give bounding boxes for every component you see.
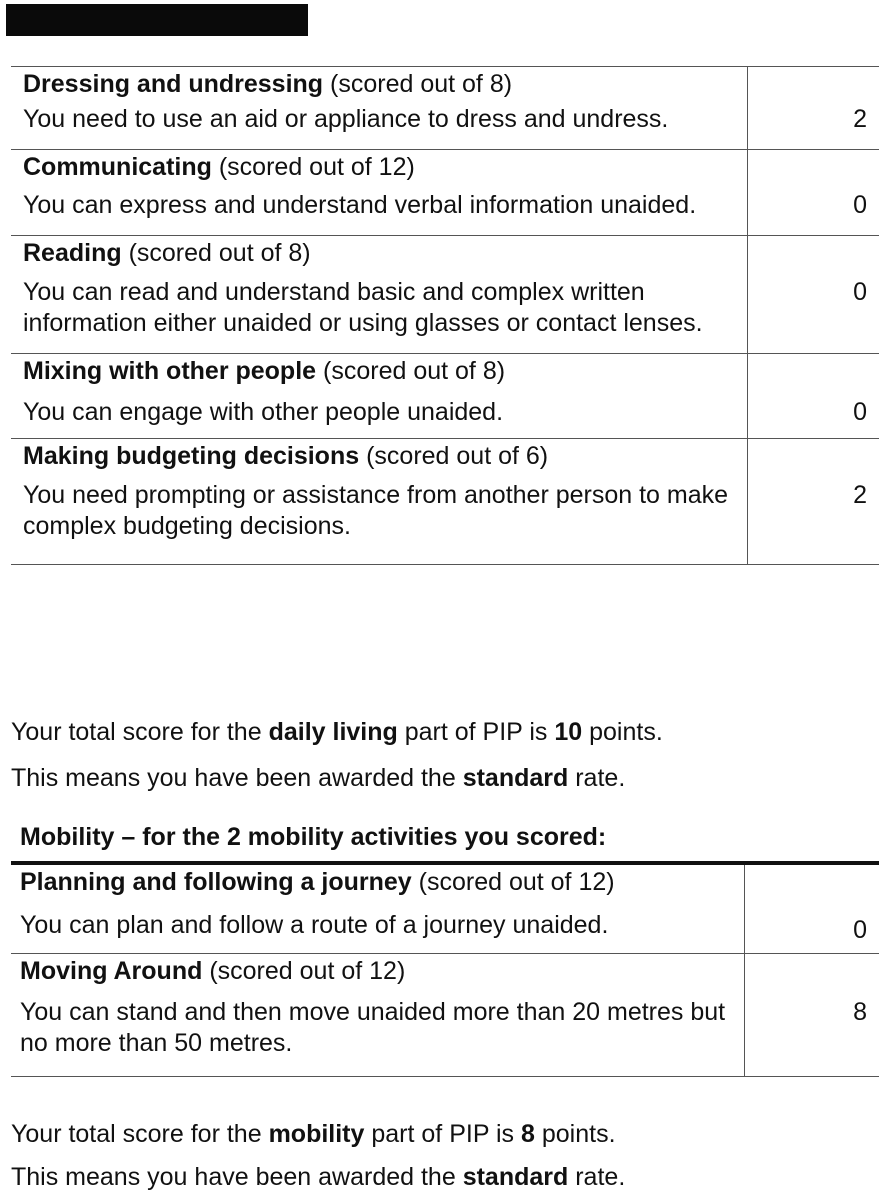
- activity-row: [11, 954, 879, 1077]
- activity-score-cell: [745, 865, 879, 954]
- daily-living-rate: [11, 763, 625, 793]
- activity-points: 0: [853, 191, 867, 219]
- activity-description: You can stand and then move unaided more than 20 metres but no more than 50 metres.: [20, 998, 726, 1057]
- activity-cell: [11, 354, 748, 439]
- activity-name: Moving Around: [20, 957, 203, 985]
- mobility-table: [11, 865, 879, 1077]
- activity-cell: [11, 67, 748, 150]
- activity-score-cell: [748, 439, 879, 565]
- activity-points: 2: [853, 105, 867, 133]
- activity-row: [11, 67, 879, 150]
- daily-living-total: [11, 717, 663, 747]
- rate-value: standard: [462, 764, 569, 792]
- activity-name: Planning and following a journey: [20, 868, 412, 896]
- activity-description: You can plan and follow a route of a journey unaided.: [20, 911, 609, 939]
- activity-points: 0: [853, 398, 867, 426]
- activity-max-score: (scored out of 8): [128, 239, 311, 267]
- activity-title: [23, 354, 747, 386]
- activity-name: Mixing with other people: [23, 357, 317, 385]
- activity-title: [23, 67, 747, 99]
- activity-title: [20, 865, 744, 897]
- activity-points: 2: [853, 481, 867, 509]
- activity-title: [23, 150, 747, 182]
- activity-score-cell: [748, 354, 879, 439]
- activity-cell: [11, 865, 745, 954]
- rate-suffix: rate.: [575, 1163, 626, 1191]
- activity-max-score: (scored out of 6): [366, 442, 549, 470]
- mobility-rate: [11, 1162, 625, 1192]
- total-suffix: points.: [589, 718, 663, 746]
- activity-name: Making budgeting decisions: [23, 442, 360, 470]
- activity-name: Communicating: [23, 153, 212, 181]
- total-prefix: Your total score for the: [11, 718, 262, 746]
- activity-score-cell: [748, 150, 879, 236]
- activity-cell: [11, 439, 748, 565]
- mobility-total: [11, 1119, 616, 1149]
- activity-max-score: (scored out of 8): [330, 70, 513, 98]
- activity-title: [20, 954, 744, 986]
- activity-points: 0: [853, 278, 867, 306]
- activity-max-score: (scored out of 12): [218, 153, 415, 181]
- activity-row: [11, 439, 879, 565]
- activity-row: [11, 236, 879, 354]
- activity-max-score: (scored out of 8): [323, 357, 506, 385]
- mobility-heading: Mobility – for the 2 mobility activities you scored:: [20, 823, 607, 851]
- daily-living-table: [11, 66, 879, 565]
- activity-score-cell: [748, 236, 879, 354]
- activity-cell: [11, 150, 748, 236]
- activity-row: [11, 865, 879, 954]
- activity-row: [11, 354, 879, 439]
- activity-cell: [11, 954, 745, 1077]
- rate-prefix: This means you have been awarded the: [11, 1163, 456, 1191]
- rate-suffix: rate.: [575, 764, 626, 792]
- activity-score-cell: [745, 954, 879, 1077]
- total-score: 8: [521, 1120, 535, 1148]
- activity-title: [23, 439, 747, 471]
- activity-row: [11, 150, 879, 236]
- total-suffix: points.: [541, 1120, 616, 1148]
- activity-points: 0: [853, 916, 867, 944]
- activity-description: You need to use an aid or appliance to dress and undress.: [23, 105, 669, 133]
- total-middle: part of PIP is: [404, 718, 548, 746]
- total-part: mobility: [268, 1120, 365, 1148]
- total-part: daily living: [268, 718, 398, 746]
- total-prefix: Your total score for the: [11, 1120, 262, 1148]
- activity-points: 8: [853, 998, 867, 1026]
- activity-name: Reading: [23, 239, 122, 267]
- activity-description: You can read and understand basic and complex written information either unaided or using glasses or contact lenses.: [23, 278, 703, 337]
- redaction-bar: [6, 4, 308, 36]
- rate-value: standard: [462, 1163, 569, 1191]
- activity-max-score: (scored out of 12): [418, 868, 615, 896]
- activity-description: You can engage with other people unaided.: [23, 398, 504, 426]
- total-score: 10: [554, 718, 583, 746]
- activity-cell: [11, 236, 748, 354]
- activity-score-cell: [748, 67, 879, 150]
- rate-prefix: This means you have been awarded the: [11, 764, 456, 792]
- activity-max-score: (scored out of 12): [209, 957, 406, 985]
- activity-title: [23, 236, 747, 268]
- activity-name: Dressing and undressing: [23, 70, 324, 98]
- total-middle: part of PIP is: [371, 1120, 515, 1148]
- activity-description: You can express and understand verbal information unaided.: [23, 191, 697, 219]
- activity-description: You need prompting or assistance from another person to make complex budgeting decisions.: [23, 481, 729, 540]
